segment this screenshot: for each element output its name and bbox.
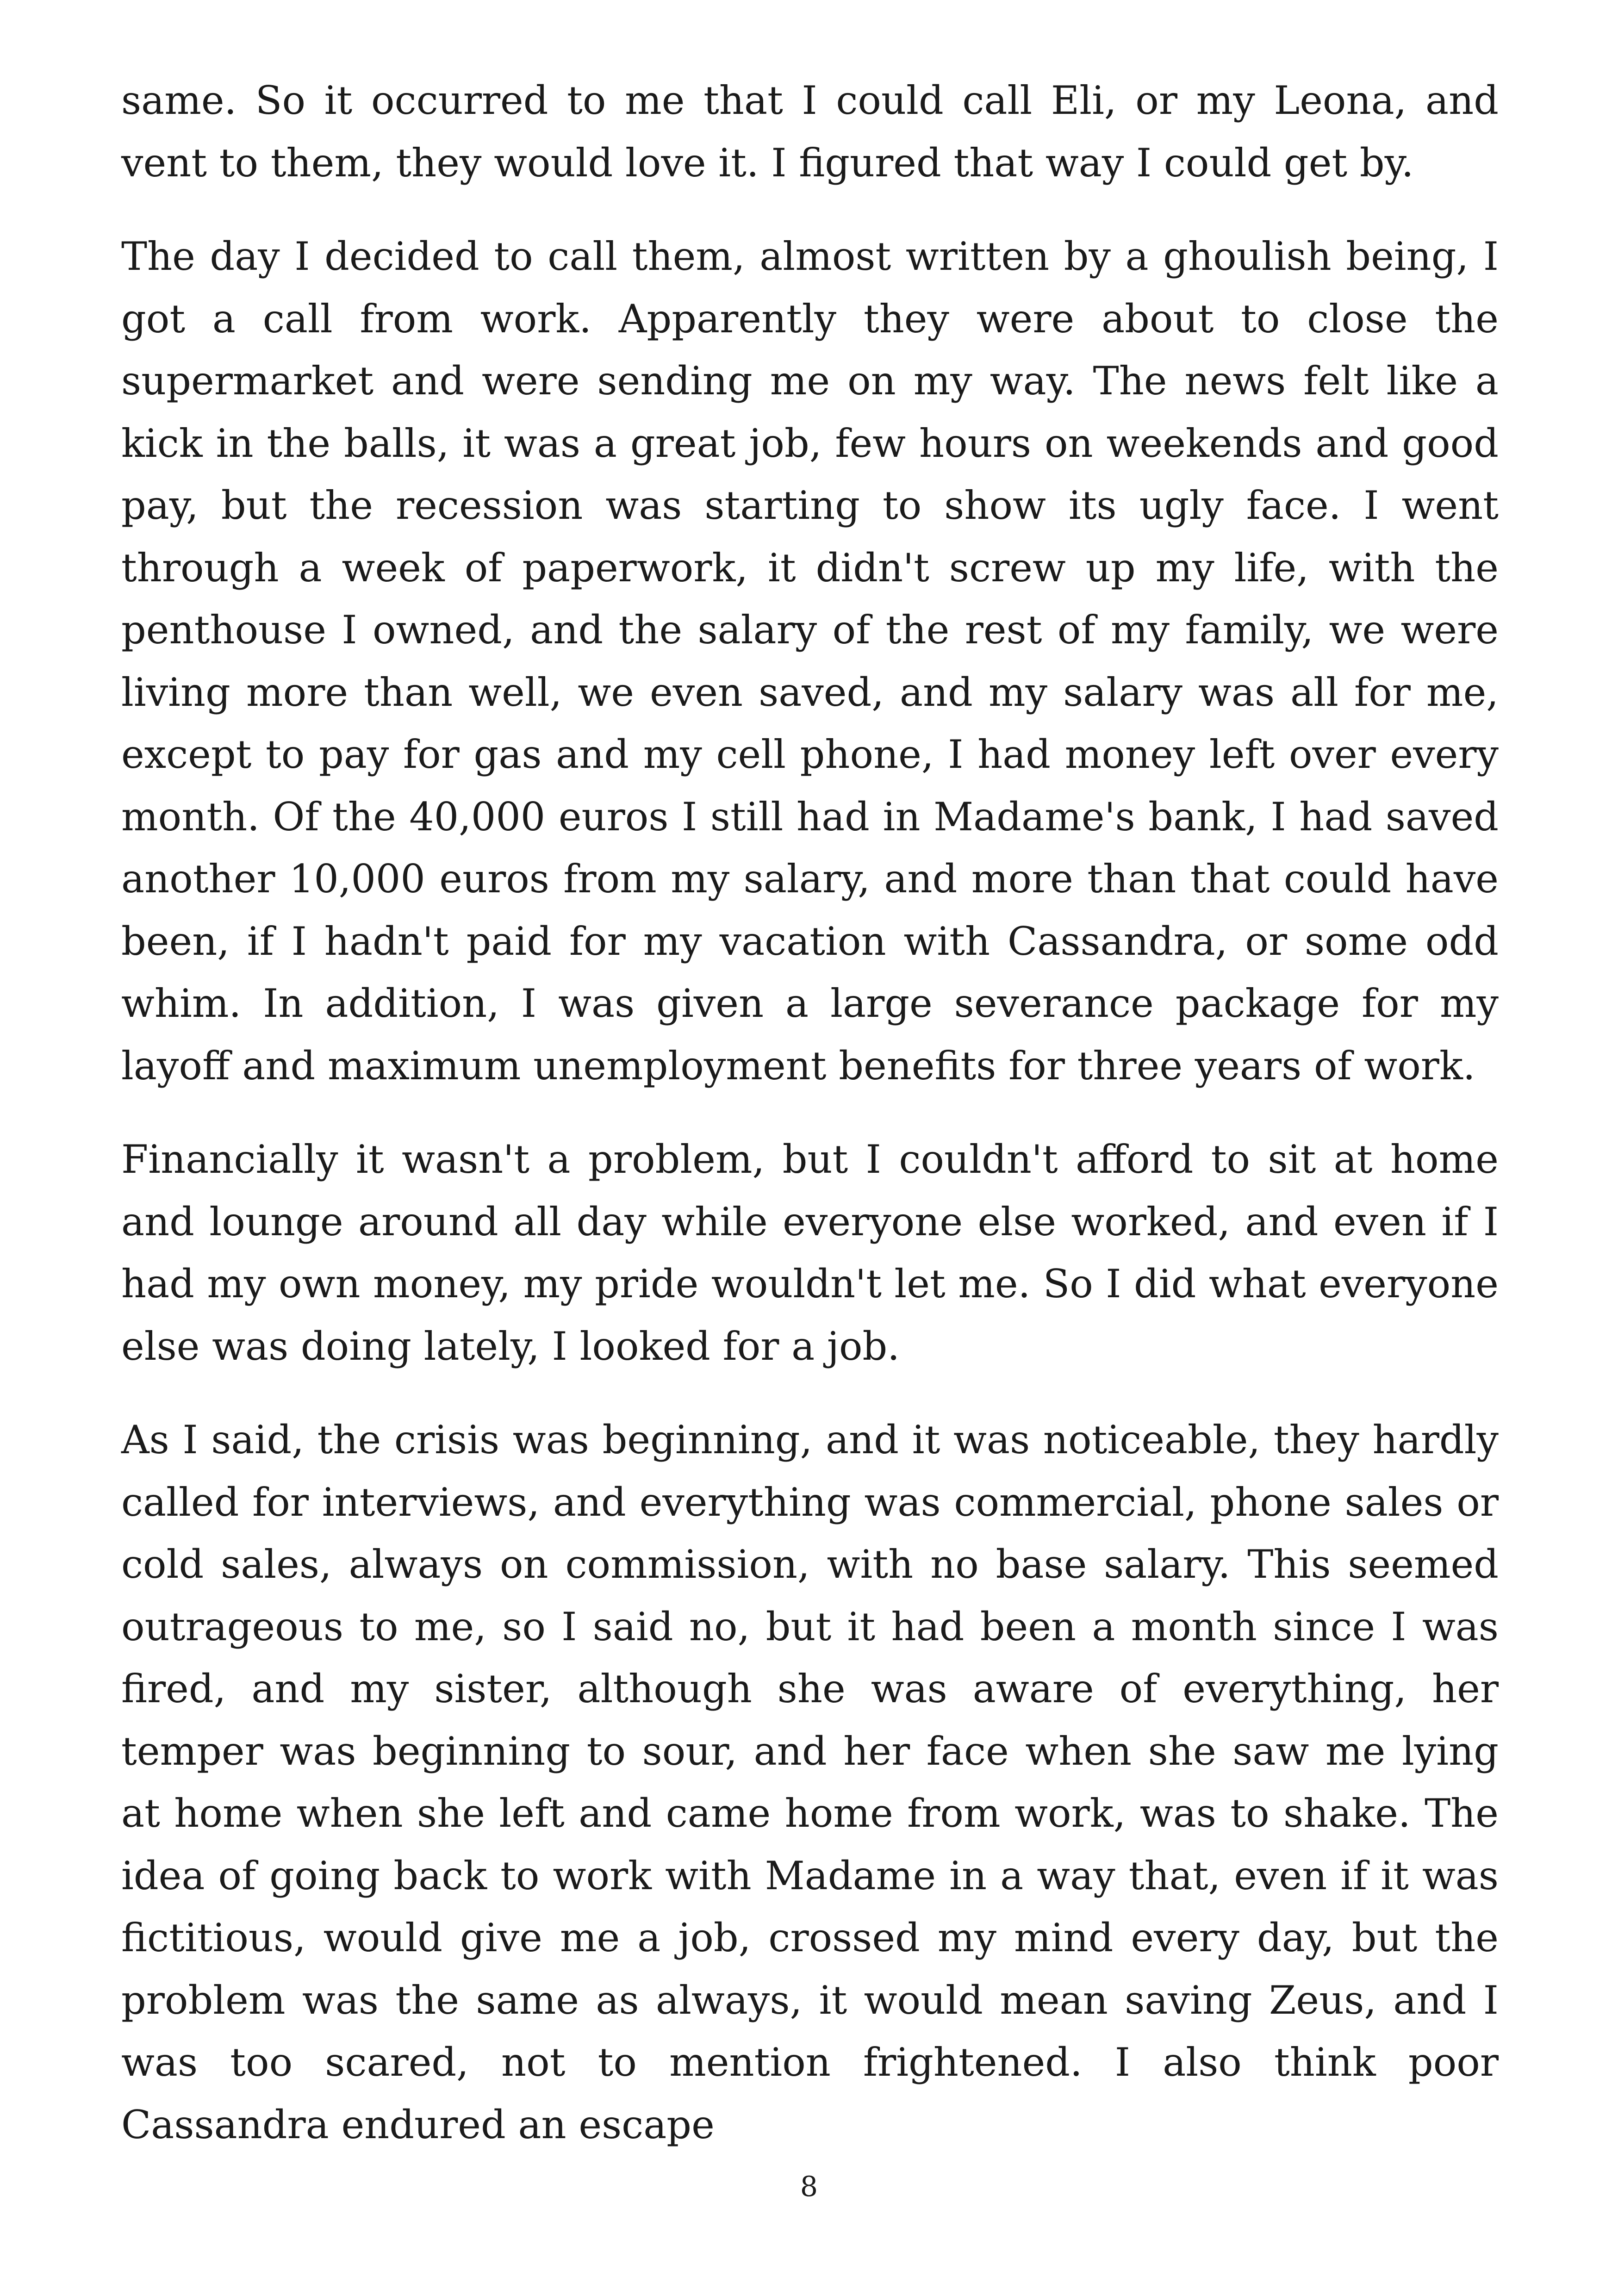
- paragraph-2: The day I decided to call them, almost written by a ghoulish being, I got a call from work. Apparently they were about to close the supermarket and were sending me on my way. The news felt like a kick in the balls, it was a great job, few hours on weekends and good pay, but the recession was starting to show its ugly face. I went through a week of paperwork, it didn't screw up my life, with the penthouse I owned, and the salary of the rest of my family, we were living more than well, we even saved, and my salary was all for me, except to pay for gas and my cell phone, I had money left over every month. Of the 40,000 euros I still had in Madame's bank, I had saved another 10,000 euros from my salary, and more than that could have been, if I hadn't paid for my vacation with Cassandra, or some odd whim. In addition, I was given a large severance package for my layoff and maximum unemployment benefits for three years of work.: [121, 234, 1499, 1089]
- page-number: 8: [800, 2171, 818, 2203]
- paragraph-4: As I said, the crisis was beginning, and it was noticeable, they hardly called for interviews, and everything was commercial, phone sales or cold sales, always on commission, with no base salary. This seemed outrageous to me, so I said no, but it had been a month since I was fired, and my sister, although she was aware of everything, her temper was beginning to sour, and her face when she saw me lying at home when she left and came home from work, was to shake. The idea of going back to work with Madame in a way that, even if it was fictitious, would give me a job, crossed my mind every day, but the problem was the same as always, it would mean saving Zeus, and I was too scared, not to mention frightened. I also think poor Cassandra endured an escape: [121, 1417, 1499, 2147]
- paragraph-1: same. So it occurred to me that I could call Eli, or my Leona, and vent to them, they would love it. I figured that way I could get by.: [121, 78, 1499, 186]
- paragraph-3: Financially it wasn't a problem, but I couldn't afford to sit at home and lounge around all day while everyone else worked, and even if I had my own money, my pride wouldn't let me. So I did what everyone else was doing lately, I looked for a job.: [121, 1137, 1499, 1369]
- body-text: [121, 69, 1499, 2187]
